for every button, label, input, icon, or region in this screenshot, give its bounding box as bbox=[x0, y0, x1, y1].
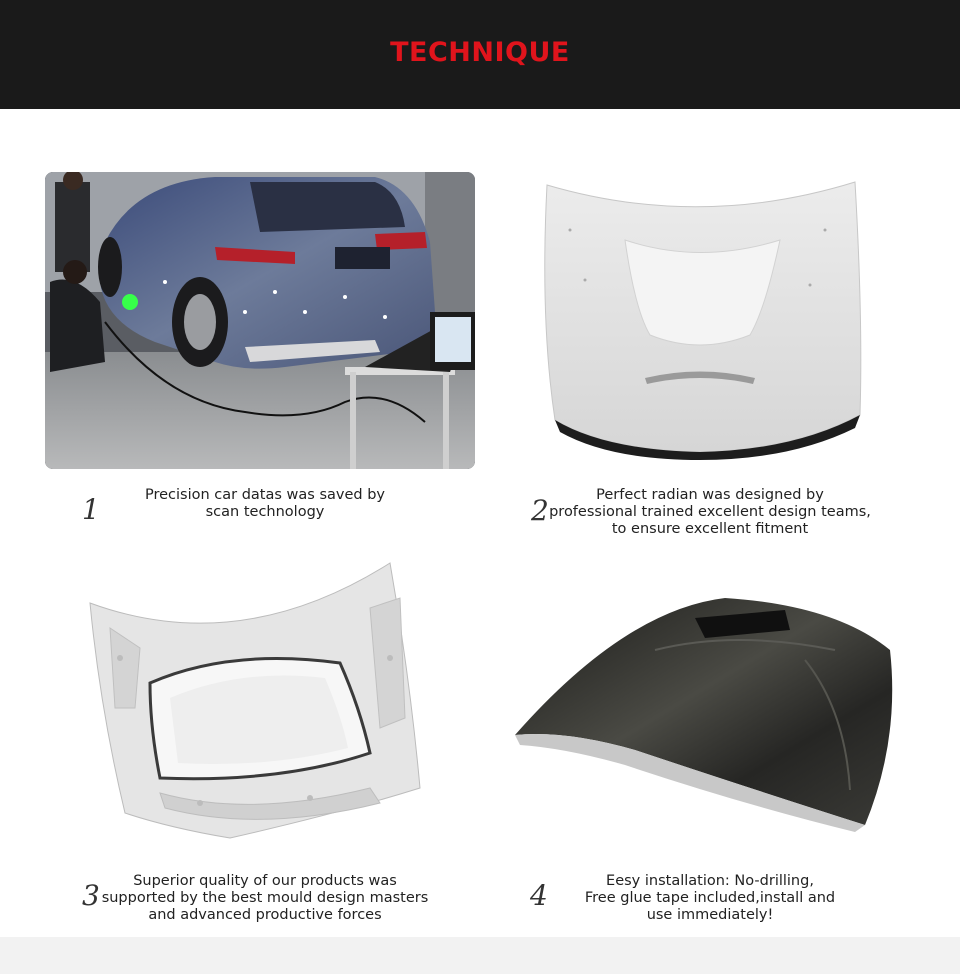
footer-band bbox=[0, 937, 960, 974]
hood-top-illustration bbox=[525, 170, 875, 460]
caption-line: Superior quality of our products was bbox=[133, 873, 397, 889]
step-caption-4 bbox=[555, 873, 865, 924]
step-number-3: 3 bbox=[82, 879, 100, 912]
carbon-fiber-hood-view bbox=[505, 590, 915, 835]
car-scan-illustration bbox=[45, 172, 475, 469]
hood-carbon-illustration bbox=[505, 590, 915, 835]
step-number-4: 4 bbox=[530, 879, 548, 912]
caption-line: use immediately! bbox=[646, 907, 774, 923]
caption-line: professional trained excellent design teams, bbox=[549, 504, 871, 520]
page-title: TECHNIQUE bbox=[390, 37, 570, 68]
car-scan-photo bbox=[45, 172, 475, 469]
caption-line: Free glue tape included,install and bbox=[584, 890, 836, 906]
step-caption-3 bbox=[95, 873, 435, 924]
caption-line: to ensure excellent fitment bbox=[611, 521, 809, 537]
caption-line: Perfect radian was designed by bbox=[596, 487, 824, 503]
caption-line: Precision car datas was saved by bbox=[144, 487, 385, 503]
step-number-1: 1 bbox=[82, 493, 100, 526]
page-header bbox=[0, 0, 960, 109]
caption-line: scan technology bbox=[205, 504, 325, 520]
step-number-2: 2 bbox=[531, 494, 549, 527]
hood-underside-illustration bbox=[80, 558, 430, 858]
caption-line: Eesy installation: No-drilling, bbox=[606, 873, 814, 889]
white-hood-top-view bbox=[525, 170, 875, 460]
white-hood-underside-view bbox=[80, 558, 430, 858]
caption-line: supported by the best mould design masters bbox=[101, 890, 429, 906]
step-caption-1 bbox=[125, 487, 405, 521]
caption-line: and advanced productive forces bbox=[148, 907, 382, 923]
step-caption-2 bbox=[540, 487, 880, 538]
